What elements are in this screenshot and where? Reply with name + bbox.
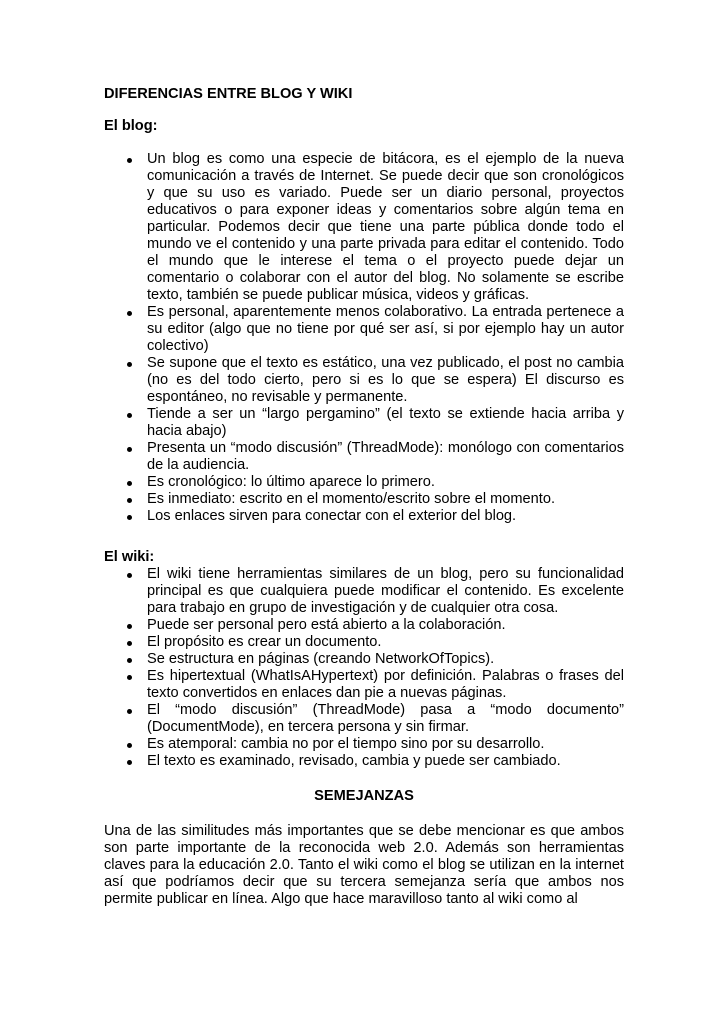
list-item-text: Un blog es como una especie de bitácora, es el ejemplo de la nueva comunicación a través de Internet. Se puede decir que son cronológicos y que su uso es variado. Puede ser un diario personal, proyectos educativos o para exponer ideas y comentarios sobre algún tema en particular. Podemos decir que tiene una parte pública donde todo el mundo ve el contenido y una parte privada para editar el contenido. Todo el mundo que le interese el tema o el proyecto puede dejar un comentario o colaborar con el autor del blog. No solamente se escribe texto, también se puede publicar música, videos y gráficas.: [147, 151, 624, 303]
list-item: [104, 491, 624, 508]
similarities-paragraph: Una de las similitudes más importantes que se debe mencionar es que ambos son parte importante de la reconocida web 2.0. Además son herramientas claves para la educación 2.0. Tanto el wiki como el blog se utilizan en la internet así que podríamos decir que su tercera semejanza sería que ambos nos permite publicar en línea. Algo que hace maravilloso tanto al wiki como al: [104, 823, 624, 907]
list-item-text: El “modo discusión” (ThreadMode) pasa a “modo documento” (DocumentMode), en tercera persona y sin firmar.: [147, 702, 624, 735]
list-item: [104, 736, 624, 753]
list-item: [104, 355, 624, 406]
list-item: [104, 304, 624, 355]
list-item: [104, 702, 624, 736]
list-item: [104, 566, 624, 617]
blog-section-label: El blog:: [104, 118, 158, 134]
list-item-text: Es inmediato: escrito en el momento/escrito sobre el momento.: [147, 491, 555, 507]
list-item-text: El texto es examinado, revisado, cambia y puede ser cambiado.: [147, 753, 561, 769]
list-item-text: Es personal, aparentemente menos colaborativo. La entrada pertenece a su editor (algo que no tiene por qué ser así, si por ejemplo hay un autor colectivo): [147, 304, 624, 354]
list-item: [104, 753, 624, 770]
list-item: [104, 440, 624, 474]
bullet-icon: [127, 573, 132, 578]
document-page: [104, 86, 624, 908]
bullet-icon: [127, 311, 132, 316]
bullet-icon: [127, 447, 132, 452]
bullet-icon: [127, 498, 132, 503]
bullet-icon: [127, 624, 132, 629]
bullet-icon: [127, 760, 132, 765]
list-item-text: Es atemporal: cambia no por el tiempo sino por su desarrollo.: [147, 736, 545, 752]
bullet-icon: [127, 743, 132, 748]
list-item-text: Presenta un “modo discusión” (ThreadMode): monólogo con comentarios de la audiencia.: [147, 440, 624, 473]
list-item: [104, 508, 624, 525]
bullet-icon: [127, 158, 132, 163]
list-item-text: Se supone que el texto es estático, una vez publicado, el post no cambia (no es del todo cierto, pero si es lo que se espera) El discurso es espontáneo, no revisable y permanente.: [147, 355, 624, 405]
list-item: [104, 651, 624, 668]
list-item: [104, 151, 624, 304]
list-item-text: Los enlaces sirven para conectar con el exterior del blog.: [147, 508, 517, 524]
bullet-icon: [127, 413, 132, 418]
document-title: DIFERENCIAS ENTRE BLOG Y WIKI: [104, 86, 353, 102]
wiki-bullet-list: [104, 566, 624, 770]
list-item-text: El wiki tiene herramientas similares de un blog, pero su funcionalidad principal es que cualquiera puede modificar el contenido. Es excelente para trabajo en grupo de investigación y de cualquier otra cosa.: [147, 566, 624, 616]
list-item: [104, 668, 624, 702]
list-item-text: Es cronológico: lo último aparece lo primero.: [147, 474, 435, 490]
wiki-section-label: El wiki:: [104, 549, 155, 565]
list-item-text: Se estructura en páginas (creando NetworkOfTopics).: [147, 651, 495, 667]
list-item-text: El propósito es crear un documento.: [147, 634, 382, 650]
list-item: [104, 474, 624, 491]
list-item: [104, 617, 624, 634]
bullet-icon: [127, 481, 132, 486]
list-item-text: Tiende a ser un “largo pergamino” (el texto se extiende hacia arriba y hacia abajo): [147, 406, 624, 439]
list-item: [104, 634, 624, 651]
list-item-text: Puede ser personal pero está abierto a la colaboración.: [147, 617, 506, 633]
bullet-icon: [127, 658, 132, 663]
list-item-text: Es hipertextual (WhatIsAHypertext) por definición. Palabras o frases del texto convertidos en enlaces dan pie a nuevas páginas.: [147, 668, 624, 701]
bullet-icon: [127, 362, 132, 367]
bullet-icon: [127, 515, 132, 520]
blog-bullet-list: [104, 151, 624, 525]
bullet-icon: [127, 675, 132, 680]
bullet-icon: [127, 641, 132, 646]
bullet-icon: [127, 709, 132, 714]
list-item: [104, 406, 624, 440]
similarities-heading: SEMEJANZAS: [314, 788, 414, 804]
